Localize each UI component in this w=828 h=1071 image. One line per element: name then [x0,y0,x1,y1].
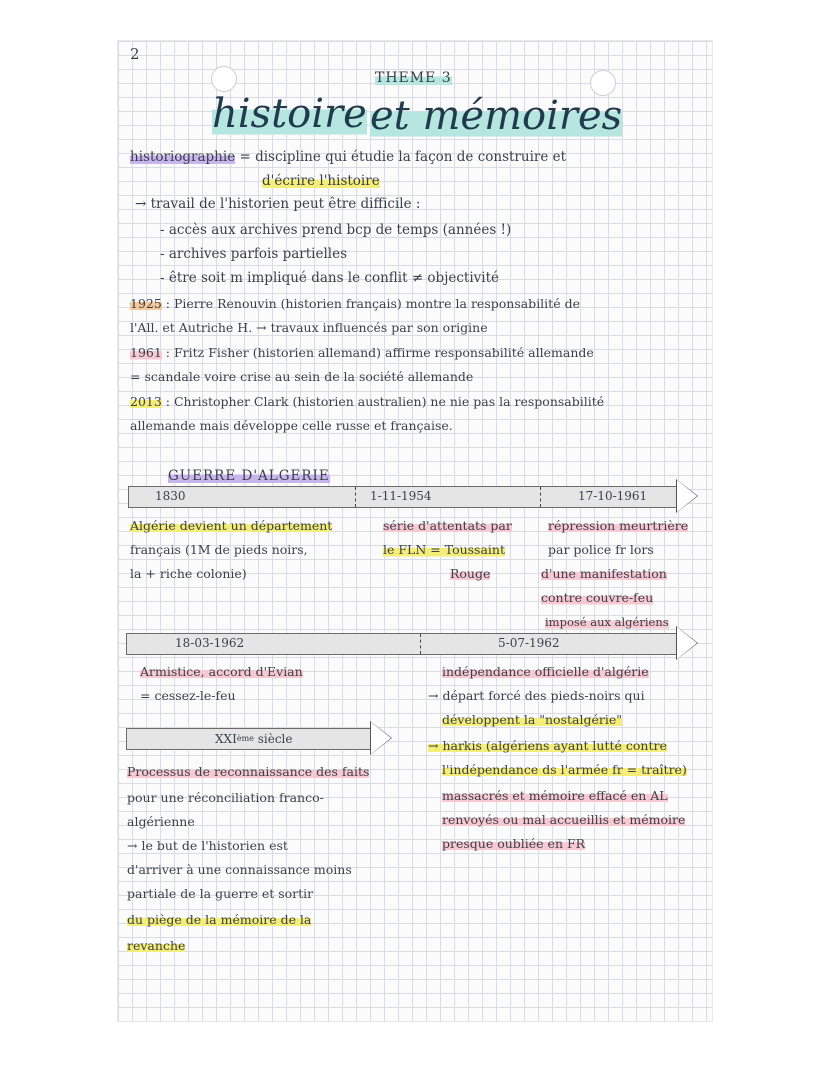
event-1961-text-5: imposé aux algériens [545,615,669,629]
title-part2: et mémoires [370,93,623,139]
year-1961: 1961 [130,345,162,360]
event-xxi-l1 [127,764,369,780]
event-xxi-l3: algérienne [127,814,195,829]
bullet-1: - accès aux archives prend bcp de temps (années !) [160,222,512,238]
title-part1: histoire [212,91,367,137]
event-1962b-text-4: → harkis (algériens ayant lutté contre [428,738,667,753]
event-xxi-l8 [127,938,185,954]
event-1962b-text-6: massacrés et mémoire effacé en AL [442,788,668,803]
event-xxi-text-8: revanche [127,938,186,953]
event-xxi-l4: → le but de l'historien est [127,838,288,853]
entry-2013-line2: allemande mais développe celle russe et française. [130,418,453,433]
work-intro: → travail de l'historien peut être difficile : [135,196,421,212]
xxi-label [215,730,292,748]
event-1962a-text-1: Armistice, accord d'Evian [140,664,303,679]
event-1962b-l7 [442,812,685,828]
definition-line [130,149,566,165]
date-1830: 1830 [155,489,186,503]
entry-1925 [130,296,580,312]
event-xxi-text-1: Processus de reconnaissance des faits [127,764,370,779]
entry-1961-line2: = scandale voire crise au sein de la société allemande [130,369,474,384]
event-1830-l2: français (1M de pieds noirs, [130,542,308,557]
event-xxi-text-7: du piège de la mémoire de la [127,912,312,927]
date-1954: 1-11-1954 [370,489,432,503]
event-1954-text-1: série d'attentats par [383,518,512,533]
event-1962b-l3 [442,712,622,728]
page-title-2 [370,92,622,140]
event-1962a-l2: = cessez-le-feu [140,688,236,703]
timeline-1-tick-1 [355,487,357,507]
timeline-1-arrow [677,480,697,512]
page-number: 2 [130,45,140,63]
entry-2013-text: : Christopher Clark (historien australien) ne nie pas la responsabilité [165,394,605,409]
event-xxi-l6: partiale de la guerre et sortir [127,886,314,901]
event-1962b-text-8: presque oubliée en FR [442,836,586,851]
event-1961-l4 [541,590,653,606]
timeline-2-tick [420,634,422,654]
page-title [212,90,367,138]
event-xxi-l7 [127,912,311,928]
algeria-heading: GUERRE D'ALGERIE [168,468,330,484]
event-1962b-text-3: développent la "nostalgérie" [442,712,622,727]
event-1962b-l6 [442,788,668,804]
year-1925: 1925 [130,296,162,311]
entry-1961-text: : Fritz Fisher (historien allemand) affirme responsabilité allemande [165,345,594,360]
timeline-1-tick-2 [540,487,542,507]
event-1954-l3 [450,566,490,582]
event-1962b-l8 [442,836,585,852]
event-1954-l2 [383,542,505,558]
event-1961-text-1: répression meurtrière [548,518,689,533]
year-2013: 2013 [130,394,162,409]
xxi-label-sup: ème [236,734,254,743]
entry-2013 [130,394,604,410]
definition-text: = discipline qui étudie la façon de construire et [239,149,567,165]
binder-hole-left [211,66,237,92]
event-1830-l1 [130,518,332,534]
bullet-3: - être soit m impliqué dans le conflit ≠ objectivité [160,270,500,286]
event-1962b-l1 [442,664,649,680]
event-1954-l1 [383,518,512,534]
date-1962a: 18-03-1962 [175,636,245,650]
event-xxi-l5: d'arriver à une connaissance moins [127,862,352,877]
event-1961-text-4: contre couvre-feu [541,590,654,605]
event-1962b-l4 [428,738,667,754]
event-1961-l3 [541,566,667,582]
event-1830-l3: la + riche colonie) [130,566,247,581]
event-1961-l1 [548,518,688,534]
timeline-3-arrow [371,722,391,754]
timeline-2-arrow [677,627,697,659]
event-1962b-l5 [442,762,687,778]
definition-text-2: d'écrire l'histoire [262,173,380,189]
event-1954-text-2: le FLN = Toussaint [383,542,505,557]
event-1962b-text-1: indépendance officielle d'algérie [442,664,649,679]
event-xxi-l2: pour une réconciliation franco- [127,790,324,805]
event-1961-text-3: d'une manifestation [541,566,667,581]
event-1961-l5 [545,614,669,630]
xxi-label-text: XXI [215,732,237,746]
bullet-2: - archives parfois partielles [160,246,347,262]
entry-1961 [130,345,594,361]
entry-1925-line2: l'All. et Autriche H. → travaux influencés par son origine [130,320,488,335]
event-1962b-l2: → départ forcé des pieds-noirs qui [428,688,645,703]
xxi-label-siecle: siècle [257,732,293,746]
event-1961-l2: par police fr lors [548,542,654,557]
entry-1925-text: : Pierre Renouvin (historien français) montre la responsabilité de [165,296,580,311]
date-1961: 17-10-1961 [578,489,648,503]
event-1830-text-1: Algérie devient un département [130,518,333,533]
date-1962b: 5-07-1962 [498,636,560,650]
event-1962b-text-7: renvoyés ou mal accueillis et mémoire [442,812,686,827]
definition-term: historiographie [130,149,236,165]
event-1954-text-3: Rouge [450,566,491,581]
event-1962a-l1 [140,664,303,680]
event-1962b-text-5: l'indépendance ds l'armée fr = traître) [442,762,687,777]
theme-label: THEME 3 [375,70,452,86]
